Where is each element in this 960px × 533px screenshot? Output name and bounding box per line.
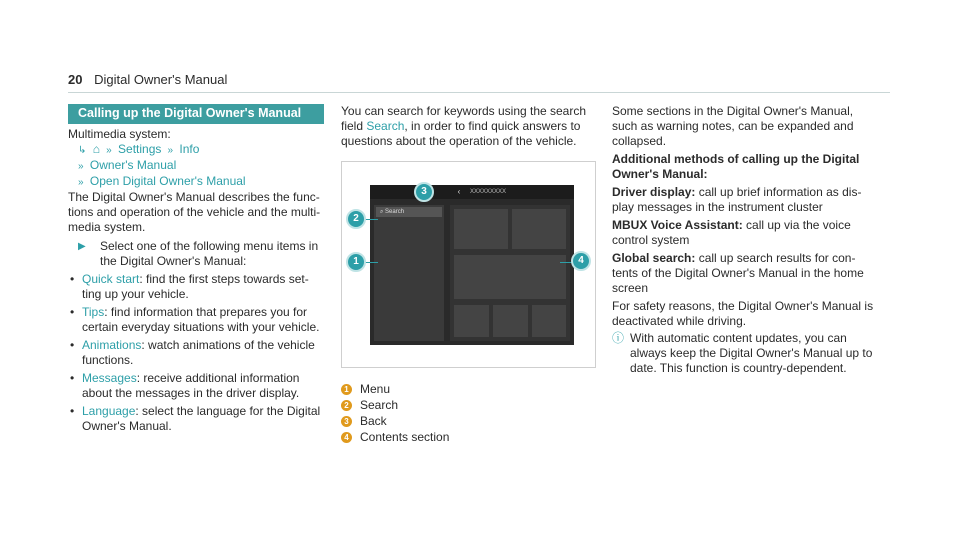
callout-line [364,262,378,263]
item-text: : find information that prepares you for certain everyday situations with your vehicle. [82,305,320,334]
path-settings[interactable]: Settings [118,142,162,156]
item-messages[interactable]: Messages [82,371,137,385]
content-tile [454,209,508,249]
bullet-icon: • [70,404,75,418]
note-text: With automatic content updates, you can always keep the Digital Owner's Manual up to date. This function is country-dependent. [630,331,873,375]
search-icon: ⌕ [380,209,386,215]
play-arrow-icon: ▶ [78,241,86,252]
item-animations[interactable]: Animations [82,338,142,352]
home-icon[interactable]: ⌂ [92,142,100,156]
callout-badge: 2 [346,209,366,229]
manual-screen [370,185,574,345]
content-tile [512,209,566,249]
intro-pre: You can search for keywords using the search field [341,104,587,133]
item-tips[interactable]: Tips [82,305,105,319]
legend-item [341,398,594,413]
content-tile [532,305,566,337]
double-chevron-icon: » [164,145,174,156]
section-title: Calling up the Digital Owner's Manual [68,104,324,124]
middle-column [341,104,594,445]
global-search-desc: call up search results for contents of the Digital Owner's Manual in the home screen [612,251,864,295]
path-info[interactable]: Info [179,142,200,156]
bullet-icon: • [70,272,75,286]
right-column [612,104,874,376]
list-item [68,404,324,434]
content-tile [493,305,528,337]
safety-text: For safety reasons, the Digital Owner's Manual is deactivated while driving. [612,299,874,328]
driver-display-desc: call up brief information as display messages in the instrument cluster [612,185,862,214]
content-tile [454,305,489,337]
menu-items-list [68,272,324,434]
back-icon[interactable]: ‹ [457,187,461,196]
double-chevron-icon: » [78,161,84,172]
left-column [68,104,324,434]
return-arrow-icon: ↳ [78,145,87,156]
figure-legend [341,382,594,445]
screen-figure [341,161,596,368]
bullet-icon: • [70,305,75,319]
nav-path-line-3 [68,174,324,190]
page-number: 20 [68,72,83,87]
system-label: Multimedia system: [68,127,171,141]
callout-badge: 4 [571,251,591,271]
info-icon: ⓘ [612,331,625,345]
driver-display-text [612,185,874,215]
item-language[interactable]: Language [82,404,136,418]
item-quick-start[interactable]: Quick start [82,272,140,286]
screen-search-field[interactable] [376,207,442,217]
legend-item [341,382,594,397]
nav-path-line-1 [68,142,324,158]
step-text: Select one of the following menu items in the Digital Owner's Manual: [100,239,319,268]
legend-item [341,414,594,429]
intro-post: , in order to find quick answers to questions about the operation of the vehicle. [341,119,581,148]
legend-item [341,430,594,445]
list-item [68,371,324,401]
callout-line [364,219,378,220]
callout-badge: 3 [414,182,434,202]
list-item [68,272,324,302]
bullet-icon: • [70,338,75,352]
manual-title: Digital Owner's Manual [94,72,228,87]
path-open-manual[interactable]: Open Digital Owner's Manual [89,174,246,188]
bullet-icon: • [70,371,75,385]
intro-text: The Digital Owner's Manual describes the functions and operation of the vehicle and the multimedia system. [68,190,321,234]
header-divider [68,92,890,93]
legend-number: 1 [341,384,352,395]
nav-path-line-2 [68,158,324,174]
instruction-step [68,239,324,269]
screen-content[interactable] [450,205,570,341]
callout-badge: 1 [346,252,366,272]
additional-methods-heading: Additional methods of calling up the Digital Owner's Manual: [612,152,860,181]
legend-number: 3 [341,416,352,427]
legend-label: Menu [360,382,391,396]
mbux-desc: call up via the voice control system [612,218,851,247]
search-placeholder: Search [385,209,405,215]
driver-display-term: Driver display: [612,185,696,199]
double-chevron-icon: » [78,177,84,188]
legend-number: 2 [341,400,352,411]
global-search-term: Global search: [612,251,696,265]
screen-menu[interactable] [374,205,444,341]
path-owners-manual[interactable]: Owner's Manual [89,158,177,172]
legend-number: 4 [341,432,352,443]
content-tile [454,255,566,299]
list-item [68,305,324,335]
legend-label: Contents section [360,430,450,444]
item-text: : watch animations of the vehicle functions. [82,338,315,367]
list-item [68,338,324,368]
screen-title: XXXXXXXXX [470,189,507,195]
expand-collapse-text: Some sections in the Digital Owner's Manual, such as warning notes, can be expanded and collapsed. [612,104,854,148]
item-text: : receive additional information about the messages in the driver display. [82,371,300,400]
legend-label: Back [360,414,387,428]
double-chevron-icon: » [103,145,112,156]
item-text: : select the language for the Digital Owner's Manual. [82,404,321,433]
page-header [68,72,227,87]
mbux-term: MBUX Voice Assistant: [612,218,743,232]
info-note [612,331,874,376]
legend-label: Search [360,398,399,412]
search-link[interactable]: Search [366,119,405,133]
search-intro [341,104,594,149]
item-text: : find the first steps towards setting up your vehicle. [82,272,309,301]
global-search-text [612,251,874,296]
mbux-text [612,218,874,248]
